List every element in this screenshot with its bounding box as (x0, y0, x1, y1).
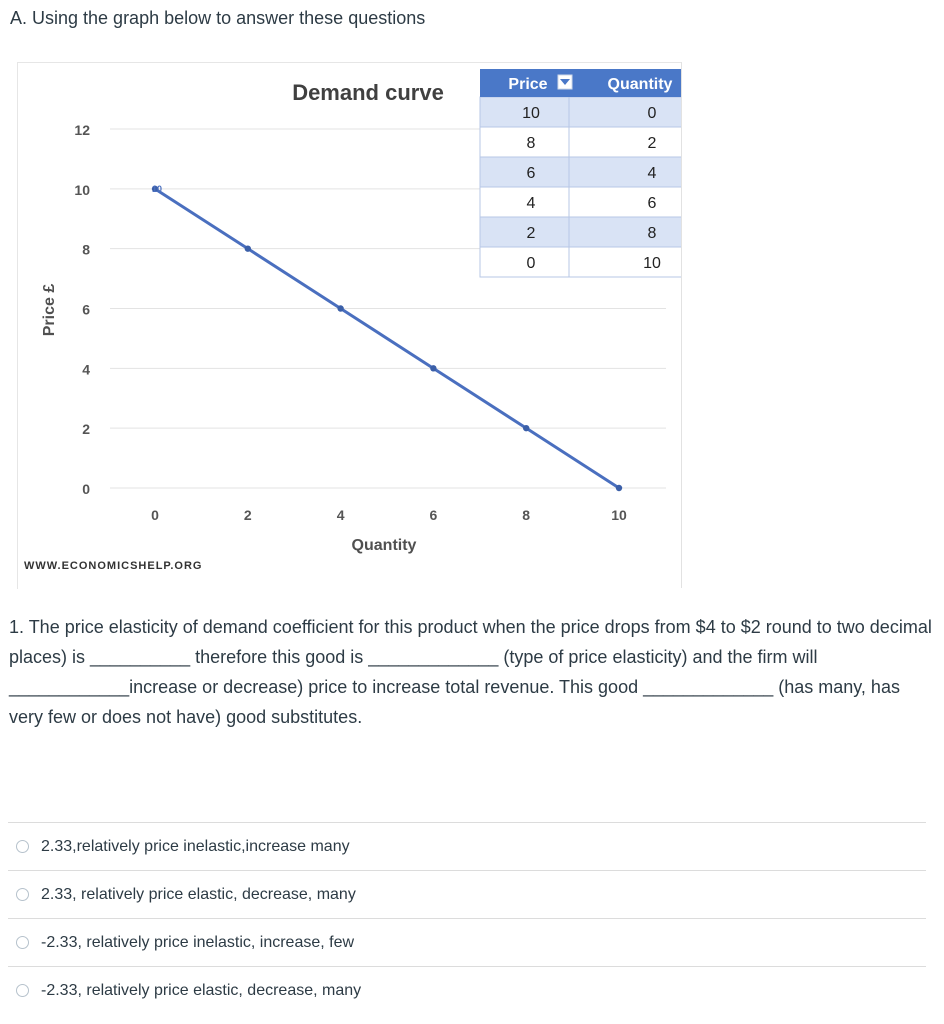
price-cell: 10 (522, 105, 540, 122)
point-label: 10 (152, 183, 163, 194)
price-filter-dropdown-icon[interactable] (558, 75, 572, 89)
blank-3: ____________ (9, 677, 130, 697)
question-part-3: (type of price elasticity) and the firm will (498, 647, 818, 667)
x-tick-label: 4 (336, 507, 345, 523)
blank-4: _____________ (643, 677, 774, 697)
radio-button[interactable] (16, 936, 29, 949)
answer-option[interactable] (8, 966, 926, 1014)
y-tick-label: 4 (82, 361, 90, 378)
y-tick-label: 2 (82, 421, 90, 438)
watermark: WWW.ECONOMICSHELP.ORG (24, 560, 203, 572)
answer-option[interactable] (8, 822, 926, 870)
data-point (337, 305, 343, 311)
x-tick-label: 8 (522, 507, 531, 523)
price-cell: 6 (526, 165, 536, 182)
x-tick-label: 2 (243, 507, 252, 523)
quantity-header: Quantity (607, 76, 673, 93)
x-tick-label: 6 (429, 507, 438, 523)
quantity-cell: 10 (643, 255, 661, 272)
x-axis-label: Quantity (351, 537, 417, 554)
demand-curve-chart (18, 63, 682, 589)
y-tick-label: 6 (82, 301, 90, 318)
radio-button[interactable] (16, 888, 29, 901)
price-quantity-table (480, 69, 682, 279)
answer-option[interactable] (8, 870, 926, 918)
answer-options (8, 822, 926, 1014)
answer-option-label: -2.33, relatively price elastic, decrease, many (41, 981, 362, 999)
blank-2: _____________ (368, 647, 499, 667)
question-part-1: 1. The price elasticity of demand coefficient for this product when the price drops from $4 to $2 round to two decimal places) is (9, 617, 932, 667)
y-tick-label: 0 (82, 481, 90, 497)
price-cell: 8 (526, 135, 536, 152)
answer-option-label: 2.33,relatively price inelastic,increase many (41, 837, 350, 855)
section-heading: A. Using the graph below to answer these questions (10, 8, 426, 28)
price-header: Price (508, 76, 548, 93)
quantity-cell: 8 (647, 225, 657, 242)
y-axis-label: Price £ (41, 283, 58, 337)
y-tick-label: 12 (74, 122, 90, 138)
quantity-cell: 6 (647, 195, 657, 212)
quantity-cell: 0 (647, 105, 657, 122)
question-part-5: (has many, has very few or does not have) good substitutes. (9, 677, 900, 727)
answer-option-label: -2.33, relatively price inelastic, increase, few (41, 933, 355, 951)
answer-option-label: 2.33, relatively price elastic, decrease, many (41, 885, 356, 903)
quantity-cell: 4 (647, 165, 657, 182)
data-point (523, 425, 529, 431)
chart-title: Demand curve (292, 80, 444, 105)
blank-1: __________ (90, 647, 191, 667)
quantity-cell: 2 (647, 135, 657, 152)
y-tick-label: 10 (74, 181, 90, 198)
x-tick-label: 0 (151, 507, 159, 523)
question-text (9, 612, 934, 732)
radio-button[interactable] (16, 984, 29, 997)
y-tick-label: 8 (82, 241, 90, 258)
question-part-2: therefore this good is (190, 647, 369, 667)
data-point (245, 245, 251, 251)
answer-option[interactable] (8, 918, 926, 966)
demand-curve-figure (17, 62, 682, 589)
data-point (430, 365, 436, 371)
radio-button[interactable] (16, 840, 29, 853)
x-tick-label: 10 (611, 507, 627, 523)
figure-divider (681, 62, 682, 588)
price-cell: 4 (526, 195, 536, 212)
price-cell: 0 (526, 255, 536, 272)
price-cell: 2 (526, 225, 536, 242)
question-part-4: increase or decrease) price to increase total revenue. This good (129, 677, 644, 697)
data-point (616, 485, 622, 491)
